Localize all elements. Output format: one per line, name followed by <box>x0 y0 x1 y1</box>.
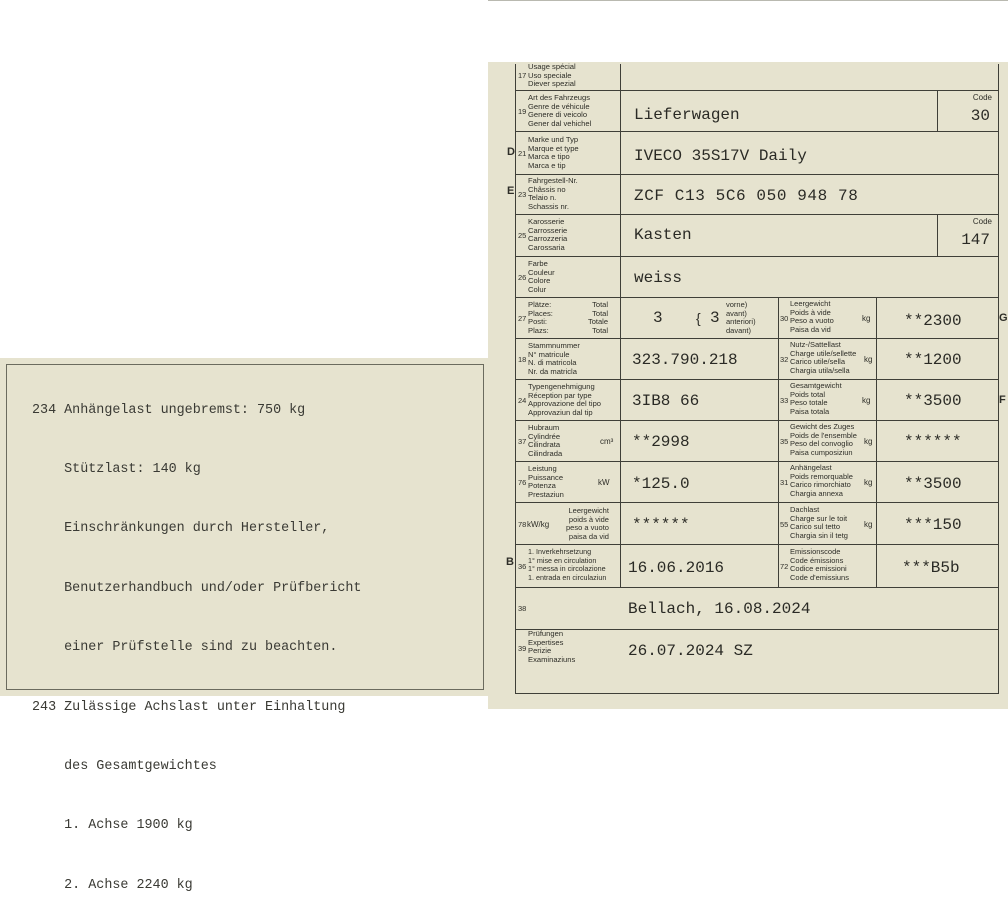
make-type-value: IVECO 35S17V Daily <box>634 147 807 165</box>
field-label: Art des Fahrzeugs Genre de véhicule Genere di veicolo Gener dal vehichel <box>528 93 592 128</box>
column-divider <box>620 132 621 174</box>
column-divider <box>778 339 779 379</box>
field-row-24 <box>516 379 998 420</box>
field-label: Nutz-/Sattellast Charge utile/sellette Carico utile/sella Chargia utila/sella <box>790 340 857 375</box>
field-row-17 <box>516 64 998 90</box>
unit-label: kg <box>862 396 871 405</box>
body-type-value: Kasten <box>634 226 692 244</box>
side-letter-e: E <box>507 185 515 197</box>
inspection-value: 26.07.2024 SZ <box>628 642 753 660</box>
field-number: 36 <box>518 562 527 571</box>
field-label: Karosserie Carrosserie Carrozzeria Carossaria <box>528 217 568 252</box>
field-label: Dachlast Charge sur le toit Carico sul tetto Chargia sin il tetg <box>790 505 848 540</box>
side-letter-f: F <box>999 394 1006 406</box>
note-line: 1. Achse 1900 kg <box>32 818 193 834</box>
trailer-load-value: **3500 <box>904 475 962 493</box>
note-line: 243 Zulässige Achslast unter Einhaltung <box>32 699 346 715</box>
column-divider <box>778 298 779 338</box>
total-label: Total Total Totale Total <box>588 300 609 335</box>
note-line: einer Prüfstelle sind zu beachten. <box>32 640 338 656</box>
field-number: 26 <box>518 273 527 282</box>
field-row-19 <box>516 90 998 131</box>
unit-label: kg <box>864 355 873 364</box>
field-label: Hubraum Cylindrée Cilindrata Cilindrada <box>528 423 563 458</box>
note-line: 234 Anhängelast ungebremst: 750 kg <box>32 402 306 418</box>
column-divider <box>620 503 621 544</box>
field-number: 72 <box>780 562 789 571</box>
seats-total-value: 3 <box>653 309 663 327</box>
field-label: Stammnummer N° matricule N. di matricola Nr. da matricla <box>528 341 580 376</box>
field-number: 25 <box>518 231 527 240</box>
field-number: 24 <box>518 396 527 405</box>
column-divider <box>778 421 779 461</box>
code-value: 30 <box>970 107 990 125</box>
column-divider <box>876 380 877 420</box>
field-row-36 <box>516 544 998 587</box>
column-divider <box>778 503 779 544</box>
field-row-39 <box>516 629 998 693</box>
note-line: 2. Achse 2240 kg <box>32 877 193 893</box>
column-divider <box>620 421 621 461</box>
column-divider <box>620 339 621 379</box>
field-row-27 <box>516 297 998 338</box>
field-number: 37 <box>518 437 527 446</box>
field-label: Fahrgestell-Nr. Châssis no Telaio n. Schassis nr. <box>528 176 578 211</box>
note-line: Einschränkungen durch Hersteller, <box>32 521 330 537</box>
field-label: Leergewicht poids à vide peso a vuoto paisa da vid <box>566 506 609 541</box>
field-label: Leistung Puissance Potenza Prestaziun <box>528 464 564 499</box>
column-divider <box>620 462 621 502</box>
unit-label: kW/kg <box>527 520 550 529</box>
field-number: 78 <box>518 520 527 529</box>
field-number: 23 <box>518 190 527 199</box>
column-divider <box>620 298 621 338</box>
code-value: 147 <box>961 231 990 249</box>
field-label: Prüfungen Expertises Perizie Examinaziuns <box>528 629 576 664</box>
field-label: Leergewicht Poids à vide Peso a vuoto Paisa da vid <box>790 299 834 334</box>
field-row-37 <box>516 420 998 461</box>
unit-label: cm³ <box>600 437 614 446</box>
place-date-value: Bellach, 16.08.2024 <box>628 600 811 618</box>
remarks-notes <box>32 361 482 915</box>
column-divider <box>620 91 621 131</box>
field-row-76 <box>516 461 998 502</box>
column-divider <box>876 462 877 502</box>
train-weight-value: ****** <box>904 433 962 451</box>
column-divider <box>778 462 779 502</box>
field-row-18 <box>516 338 998 379</box>
field-number: 76 <box>518 478 527 487</box>
side-letter-d: D <box>507 146 515 158</box>
chassis-number-value: ZCF C13 5C6 050 948 78 <box>634 187 859 205</box>
type-approval-value: 3IB8 66 <box>632 392 700 410</box>
column-divider <box>620 380 621 420</box>
payload-value: **1200 <box>904 351 962 369</box>
field-number: 18 <box>518 355 527 364</box>
field-number: 39 <box>518 644 527 653</box>
vehicle-kind-value: Lieferwagen <box>634 106 740 124</box>
column-divider <box>620 64 621 90</box>
side-letter-b: B <box>506 556 514 568</box>
field-number: 17 <box>518 71 527 80</box>
field-label: Farbe Couleur Colore Colur <box>528 259 555 294</box>
field-row-26 <box>516 256 998 297</box>
column-divider <box>620 175 621 214</box>
seats-front-value: 3 <box>710 309 720 327</box>
field-row-78 <box>516 502 998 544</box>
unit-label: kg <box>864 478 873 487</box>
code-label: Code <box>972 93 992 102</box>
column-divider <box>876 339 877 379</box>
field-label: Anhängelast Poids remorquable Carico rimorchiato Chargia annexa <box>790 463 853 498</box>
field-number: 38 <box>518 604 527 613</box>
field-number: 27 <box>518 314 527 323</box>
column-divider <box>620 215 621 256</box>
field-row-21 <box>516 131 998 174</box>
field-label: Plätze: Places: Posti: Plazs: <box>528 300 553 335</box>
field-row-25 <box>516 214 998 256</box>
field-number: 55 <box>780 520 789 529</box>
color-value: weiss <box>634 269 683 287</box>
note-line: Stützlast: 140 kg <box>32 461 201 477</box>
field-row-23 <box>516 174 998 214</box>
column-divider <box>778 380 779 420</box>
column-divider <box>620 545 621 587</box>
front-seats-label: vorne) avant) anteriori) davant) <box>726 300 756 335</box>
field-label: Marke und Typ Marque et type Marca e tipo Marca e tip <box>528 135 579 170</box>
code-label: Code <box>972 217 992 226</box>
field-number: 35 <box>780 437 789 446</box>
unit-label: kg <box>864 437 873 446</box>
power-to-weight-value: ****** <box>632 516 690 534</box>
field-label: Usage spécial Uso speciale Diever spezial <box>528 62 576 89</box>
column-divider <box>876 421 877 461</box>
first-registration-value: 16.06.2016 <box>628 559 725 577</box>
field-row-38 <box>516 587 998 629</box>
field-number: 19 <box>518 107 527 116</box>
unit-label: kg <box>864 520 873 529</box>
field-number: 30 <box>780 314 789 323</box>
field-number: 21 <box>518 149 527 158</box>
code-box <box>937 215 998 256</box>
emission-code-value: ***B5b <box>902 559 960 577</box>
note-line: Benutzerhandbuch und/oder Prüfbericht <box>32 580 362 596</box>
side-letter-g: G <box>999 312 1008 324</box>
roof-load-value: ***150 <box>904 516 962 534</box>
brace-icon: { <box>696 310 701 326</box>
field-label: Gewicht des Zuges Poids de l'ensemble Peso del convoglio Paisa cumposiziun <box>790 422 857 457</box>
field-label: 1. Inverkehrsetzung 1° mise en circulation 1° messa in circolazione 1. entrada en circulaziun <box>528 547 607 582</box>
column-divider <box>778 545 779 587</box>
column-divider <box>876 298 877 338</box>
total-weight-value: **3500 <box>904 392 962 410</box>
field-number: 31 <box>780 478 789 487</box>
empty-weight-value: **2300 <box>904 312 962 330</box>
unit-label: kg <box>862 314 871 323</box>
unit-label: kW <box>598 478 610 487</box>
field-label: Emissionscode Code émissions Codice emissioni Code d'emissiuns <box>790 547 849 582</box>
code-box <box>937 91 998 131</box>
column-divider <box>876 503 877 544</box>
power-value: *125.0 <box>632 475 690 493</box>
master-number-value: 323.790.218 <box>632 351 738 369</box>
registration-grid <box>515 64 999 694</box>
displacement-value: **2998 <box>632 433 690 451</box>
field-number: 32 <box>780 355 789 364</box>
note-line: des Gesamtgewichtes <box>32 758 217 774</box>
field-label: Gesamtgewicht Poids total Peso totale Paisa totala <box>790 381 842 416</box>
column-divider <box>876 545 877 587</box>
column-divider <box>620 257 621 297</box>
top-divider-line <box>488 0 1008 1</box>
field-label: Typengenehmigung Réception par type Approvazione del tipo Approvaziun dal tip <box>528 382 602 417</box>
field-number: 33 <box>780 396 789 405</box>
